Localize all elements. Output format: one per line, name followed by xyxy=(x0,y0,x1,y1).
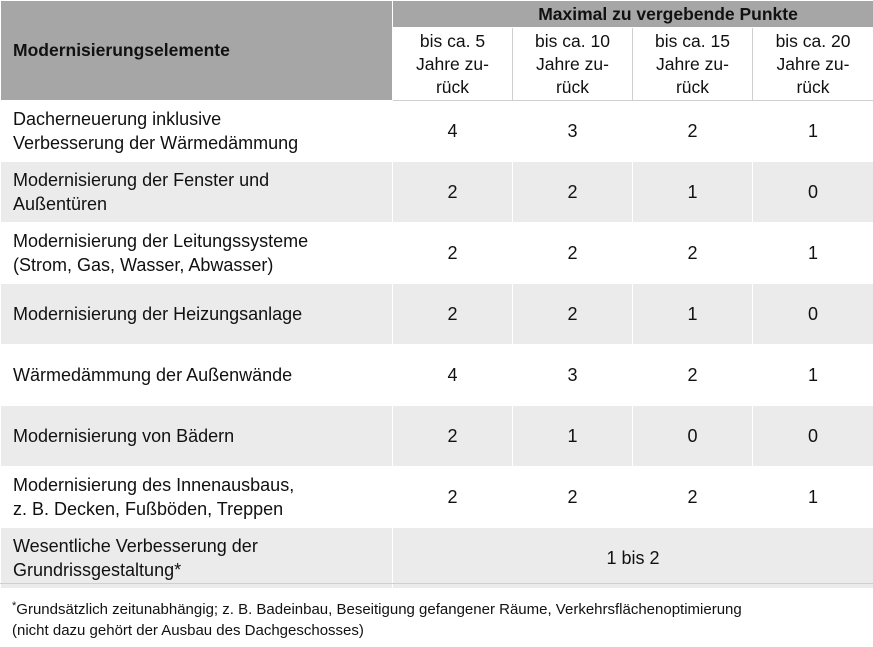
points-cell: 0 xyxy=(633,406,753,467)
points-cell: 3 xyxy=(513,101,633,162)
row-label-line: z. B. Decken, Fußböden, Treppen xyxy=(13,499,284,519)
points-cell: 2 xyxy=(393,406,513,467)
points-cell: 1 xyxy=(753,345,873,406)
row-label-line: Wärmedämmung der Außenwände xyxy=(13,365,293,385)
row-label-line: Wesentliche Verbesserung der xyxy=(13,536,258,556)
row-label xyxy=(1,345,393,406)
points-cell: 4 xyxy=(393,101,513,162)
column-header-line: Jahre zu- xyxy=(776,53,850,74)
row-label-line: Modernisierung der Leitungssysteme xyxy=(13,231,309,251)
footnote xyxy=(0,583,873,647)
points-cell: 0 xyxy=(753,284,873,345)
row-label-line: Außentüren xyxy=(13,194,108,214)
points-cell: 1 xyxy=(753,101,873,162)
points-cell: 1 xyxy=(633,162,753,223)
row-label-line: (Strom, Gas, Wasser, Abwasser) xyxy=(13,255,274,275)
row-label-line: Grundrissgestaltung* xyxy=(13,560,182,580)
row-label xyxy=(1,101,393,162)
row-label-line: Modernisierung von Bädern xyxy=(13,426,235,446)
column-header-line: bis ca. 5 xyxy=(419,30,486,51)
column-group-header: Maximal zu vergebende Punkte xyxy=(393,1,873,28)
row-label xyxy=(1,467,393,528)
points-cell: 2 xyxy=(513,467,633,528)
row-label xyxy=(1,162,393,223)
points-cell: 1 xyxy=(513,406,633,467)
footnote-line-1 xyxy=(12,596,873,620)
row-label-line: Verbesserung der Wärmedämmung xyxy=(13,133,299,153)
row-label xyxy=(1,406,393,467)
table-row xyxy=(1,406,873,467)
column-header-20-years xyxy=(753,28,873,101)
column-header-line: Jahre zu- xyxy=(656,53,729,74)
row-label-line: Modernisierung der Heizungsanlage xyxy=(13,304,303,324)
table-row xyxy=(1,162,873,223)
row-label xyxy=(1,284,393,345)
table-row xyxy=(1,345,873,406)
column-header-line: Jahre zu- xyxy=(536,53,609,74)
column-header-line: rück xyxy=(796,76,830,97)
points-cell: 2 xyxy=(393,284,513,345)
row-label xyxy=(1,528,393,589)
points-cell: 2 xyxy=(513,162,633,223)
row-header-label: Modernisierungselemente xyxy=(1,1,393,101)
table-row xyxy=(1,101,873,162)
points-cell: 2 xyxy=(393,467,513,528)
row-label-line: Dacherneuerung inklusive xyxy=(13,109,222,129)
table-row xyxy=(1,223,873,284)
points-cell: 2 xyxy=(393,162,513,223)
points-cell: 2 xyxy=(633,101,753,162)
row-label-line: Modernisierung der Fenster und xyxy=(13,170,270,190)
footnote-text: Grundsätzlich zeitunabhängig; z. B. Badeinbau, Beseitigung gefangener Räume, Verkehrsflächenoptimierung xyxy=(16,601,742,618)
points-cell: 1 xyxy=(633,284,753,345)
row-label xyxy=(1,223,393,284)
points-cell: 2 xyxy=(633,223,753,284)
column-header-line: rück xyxy=(675,76,710,97)
column-header-15-years xyxy=(633,28,753,101)
column-header-5-years xyxy=(393,28,513,101)
row-label-line: Modernisierung des Innenausbaus, xyxy=(13,475,295,495)
points-cell: 1 xyxy=(753,467,873,528)
points-cell: 2 xyxy=(633,345,753,406)
points-cell: 1 xyxy=(753,223,873,284)
column-header-line: bis ca. 15 xyxy=(655,30,730,51)
column-header-line: bis ca. 20 xyxy=(775,30,851,51)
points-cell: 0 xyxy=(753,162,873,223)
column-header-line: Jahre zu- xyxy=(416,53,489,74)
points-cell: 2 xyxy=(633,467,753,528)
column-header-line: rück xyxy=(555,76,590,97)
merged-points-cell: 1 bis 2 xyxy=(393,528,873,589)
column-header-line: bis ca. 10 xyxy=(535,30,610,51)
table-row xyxy=(1,528,873,589)
column-header-line: rück xyxy=(435,76,470,97)
table-row xyxy=(1,467,873,528)
points-cell: 4 xyxy=(393,345,513,406)
table-row xyxy=(1,284,873,345)
points-cell: 3 xyxy=(513,345,633,406)
points-cell: 2 xyxy=(513,223,633,284)
column-header-10-years xyxy=(513,28,633,101)
points-cell: 2 xyxy=(393,223,513,284)
footnote-marker: * xyxy=(12,600,17,612)
points-cell: 2 xyxy=(513,284,633,345)
points-cell: 0 xyxy=(753,406,873,467)
footnote-line-2: (nicht dazu gehört der Ausbau des Dachgeschosses) xyxy=(12,622,364,639)
